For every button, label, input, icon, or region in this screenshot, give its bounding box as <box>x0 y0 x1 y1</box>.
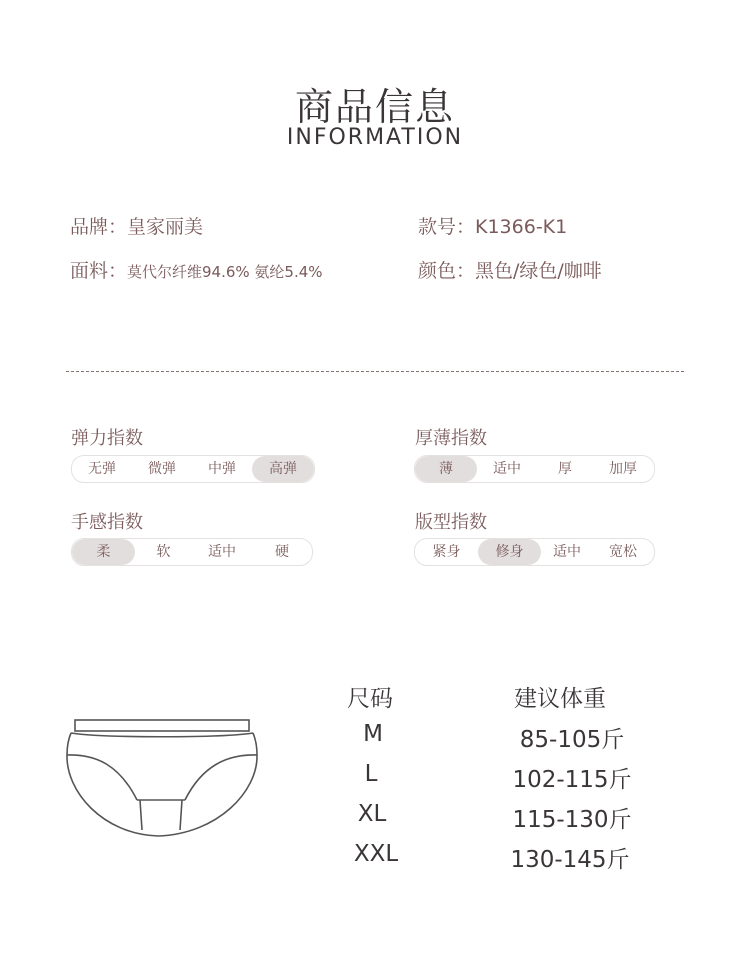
elasticity-option-selected: 高弹 <box>252 456 314 482</box>
fabric-label: 面料： <box>70 260 128 282</box>
fit-option: 适中 <box>553 544 581 560</box>
thickness-index-title: 厚薄指数 <box>415 428 487 449</box>
style-number-info: 款号：K1366-K1 <box>418 216 568 238</box>
fit-option-selected: 修身 <box>478 539 541 565</box>
feel-option: 适中 <box>208 544 236 560</box>
elasticity-index-scale <box>71 455 315 483</box>
weight-cell: 130-145斤 <box>510 847 630 873</box>
thickness-option: 厚 <box>558 461 572 477</box>
dashed-divider <box>66 371 684 372</box>
elasticity-index-title: 弹力指数 <box>71 428 143 449</box>
elasticity-option: 中弹 <box>208 461 236 477</box>
size-column-header: 尺码 <box>347 686 393 712</box>
page-title: 商品信息 <box>294 85 455 129</box>
color-info: 颜色：黑色/绿色/咖啡 <box>418 260 602 282</box>
elasticity-option: 无弹 <box>88 461 116 477</box>
fit-index-title: 版型指数 <box>415 512 487 533</box>
feel-option: 硬 <box>275 544 289 560</box>
thickness-option-selected: 薄 <box>415 456 477 482</box>
size-cell: M <box>363 721 383 747</box>
fit-option: 紧身 <box>432 544 461 560</box>
thickness-option: 适中 <box>493 461 521 477</box>
fit-index-scale <box>414 538 655 566</box>
feel-option: 软 <box>156 544 171 560</box>
fit-option: 宽松 <box>609 544 637 560</box>
weight-column-header: 建议体重 <box>514 686 606 712</box>
feel-option-selected: 柔 <box>72 539 135 565</box>
feel-index-title: 手感指数 <box>71 512 143 533</box>
weight-cell: 102-115斤 <box>512 767 632 793</box>
thickness-index-scale <box>414 455 655 483</box>
brand-info: 品牌：皇家丽美 <box>70 216 204 238</box>
weight-cell: 115-130斤 <box>512 807 632 833</box>
fabric-value: 莫代尔纤维94.6% 氨纶5.4% <box>127 263 323 281</box>
elasticity-option: 微弹 <box>148 461 176 477</box>
size-cell: XL <box>357 801 387 827</box>
fabric-info <box>70 256 323 283</box>
size-cell: XXL <box>353 841 399 867</box>
briefs-outline-icon <box>62 716 262 845</box>
feel-index-scale <box>71 538 313 566</box>
weight-cell: 85-105斤 <box>519 727 625 753</box>
page-subtitle: INFORMATION <box>286 125 464 150</box>
thickness-option: 加厚 <box>609 461 637 477</box>
size-cell: L <box>364 761 378 787</box>
